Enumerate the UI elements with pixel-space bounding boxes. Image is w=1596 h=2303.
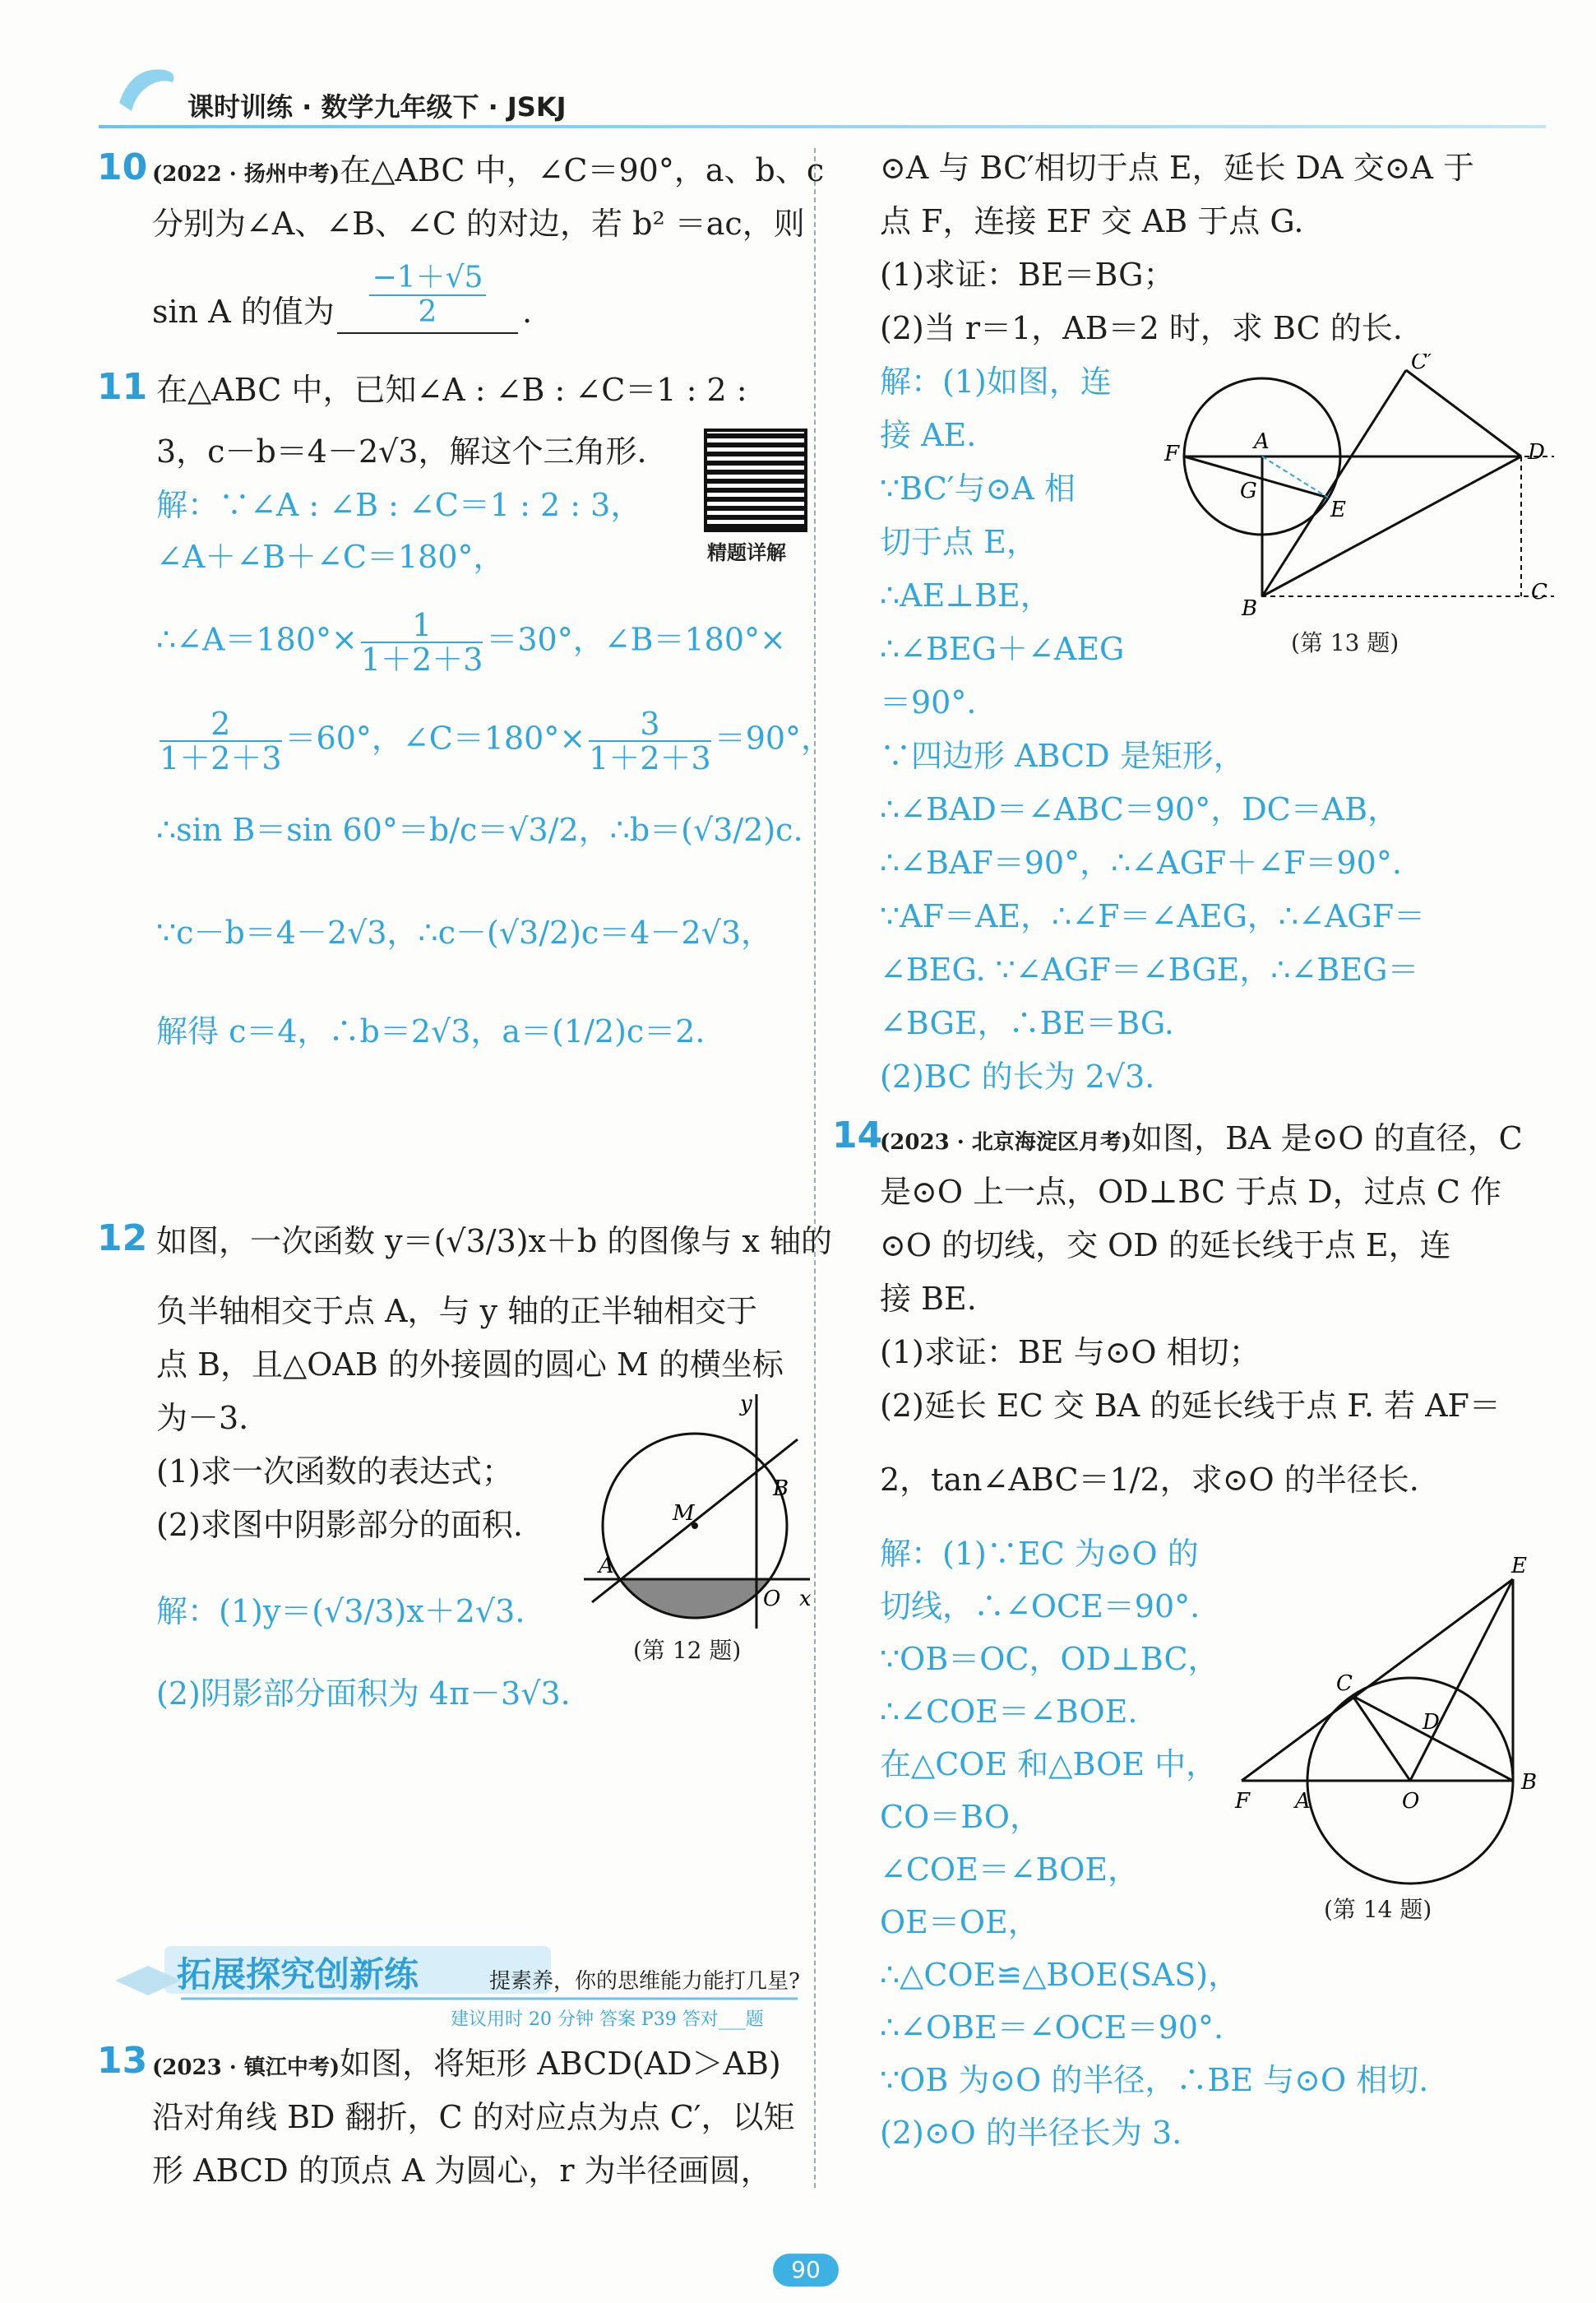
q11-sol2: ∠A＋∠B＋∠C＝180°，: [156, 539, 505, 575]
solution-line: ∠BGE，∴BE＝BG.: [880, 1005, 1174, 1041]
solution-line: ∴∠BAD＝∠ABC＝90°，DC＝AB，: [880, 791, 1399, 827]
page-number: 90: [773, 2254, 839, 2287]
fraction-numerator: 3: [589, 707, 711, 742]
q10-line2: 分别为∠A、∠B、∠C 的对边，若 b² ＝ac，则: [152, 206, 805, 242]
label-c-prime: C′: [1411, 354, 1432, 374]
q11-sol4-post: ＝90°，: [714, 720, 833, 757]
solution-line: ∴∠BEG＋∠AEG: [880, 631, 1125, 667]
fraction-denominator: 1＋2＋3: [360, 642, 483, 678]
q14-part1: (1)求证：BE 与⊙O 相切；: [880, 1334, 1261, 1370]
label-f: F: [1164, 442, 1180, 466]
q12-figure: [576, 1390, 814, 1637]
q14-line3: ⊙O 的切线，交 OD 的延长线于点 E，连: [880, 1227, 1451, 1263]
label-e: E: [1511, 1554, 1527, 1578]
qr-code[interactable]: [707, 432, 804, 529]
label-c: C: [1336, 1671, 1353, 1696]
q14-line4: 接 BE.: [880, 1281, 977, 1317]
label-a: A: [1254, 429, 1270, 454]
q14-line1: [880, 1119, 1523, 1162]
header-logo: [115, 58, 181, 115]
fraction-numerator: 1: [361, 609, 483, 643]
label-c: C: [1531, 580, 1547, 605]
q11-sol4: [156, 707, 832, 775]
solution-line: ∠COE＝∠BOE，: [880, 1851, 1140, 1888]
fraction-denominator: 1＋2＋3: [160, 740, 282, 776]
q11-sol3-post: ＝30°，∠B＝180°×: [486, 621, 786, 658]
fraction-denominator: 1＋2＋3: [589, 740, 711, 776]
label-a: A: [1295, 1789, 1311, 1814]
q11-sol6: ∵c－b＝4－2√3，∴c－(√3/2)c＝4－2√3，: [156, 915, 773, 951]
q10-line3: sin A 的值为: [152, 294, 335, 330]
question-number: 14: [832, 1114, 883, 1156]
question-number: 10: [97, 146, 148, 188]
q14-figure: [1233, 1546, 1554, 1892]
label-y: y: [740, 1392, 752, 1416]
solution-line: 接 AE.: [880, 417, 977, 453]
section-subtitle: 提素养，你的思维能力能打几星?: [489, 1969, 800, 1994]
question-number: 11: [97, 366, 148, 408]
q12-line3: 点 B，且△OAB 的外接圆的圆心 M 的横坐标: [156, 1346, 784, 1383]
q13-line1: [152, 2044, 781, 2088]
solution-line: ∴△COE≌△BOE(SAS)，: [880, 1957, 1240, 1993]
q14-line2: 是⊙O 上一点，OD⊥BC 于点 D，过点 C 作: [880, 1174, 1501, 1210]
q14-caption: (第 14 题): [1324, 1896, 1432, 1923]
label-o: O: [763, 1587, 781, 1611]
solution-line: ∴∠OBE＝∠OCE＝90°.: [880, 2009, 1224, 2046]
solution-line: OE＝OE，: [880, 1904, 1039, 1940]
solution-line: (2)⊙O 的半径长为 3.: [880, 2115, 1182, 2151]
header-title: 课时训练 · 数学九年级下 · JSKJ: [187, 91, 567, 123]
q12-part1: (1)求一次函数的表达式；: [156, 1453, 513, 1490]
segment-cb: [1353, 1696, 1513, 1781]
label-x: x: [799, 1587, 812, 1611]
q12-part2: (2)求图中阴影部分的面积.: [156, 1507, 523, 1543]
q11-sol5: ∴sin B＝sin 60°＝b/c＝√3/2，∴b＝(√3/2)c.: [156, 812, 803, 848]
label-m: M: [673, 1501, 695, 1526]
solution-line: (2)BC 的长为 2√3.: [880, 1059, 1155, 1095]
solution-line: ∵OB 为⊙O 的半径，∴BE 与⊙O 相切.: [880, 2062, 1429, 2098]
solution-line: ∵OB＝OC，OD⊥BC，: [880, 1641, 1219, 1677]
label-a: A: [599, 1554, 614, 1578]
label-d: D: [1528, 440, 1545, 465]
q11-sol3: [156, 609, 786, 676]
q11-sol1: 解：∵∠A : ∠B : ∠C＝1 : 2 : 3，: [156, 487, 642, 523]
question-number: 13: [97, 2040, 148, 2082]
q12-line4: 为－3.: [156, 1400, 249, 1436]
label-f: F: [1235, 1789, 1251, 1814]
question-number: 12: [97, 1217, 148, 1259]
q11-sol3-pre: ∴∠A＝180°×: [156, 621, 358, 658]
tangent-fe: [1242, 1579, 1513, 1781]
q10-answer: [337, 262, 518, 334]
solution-line: ∴∠BAF＝90°，∴∠AGF＋∠F＝90°.: [880, 845, 1402, 881]
label-b: B: [773, 1476, 789, 1501]
label-b: B: [1242, 596, 1258, 617]
q11-line1: 在△ABC 中，已知∠A : ∠B : ∠C＝1 : 2 :: [156, 372, 747, 408]
q12-line1: 如图，一次函数 y＝(√3/3)x＋b 的图像与 x 轴的: [156, 1223, 832, 1259]
q10-answer-denominator: 2: [418, 295, 437, 329]
segment-co: [1353, 1696, 1410, 1781]
label-d: D: [1423, 1710, 1440, 1735]
q14-text: 如图，BA 是⊙O 的直径，C: [1131, 1120, 1523, 1156]
q10-text: 在△ABC 中，∠C＝90°，a、b、c: [340, 152, 825, 188]
solution-line: 在△COE 和△BOE 中，: [880, 1746, 1218, 1782]
solution-line: ∵AF＝AE，∴∠F＝∠AEG，∴∠AGF＝: [880, 898, 1426, 934]
qr-label: 精题详解: [707, 541, 786, 564]
label-b: B: [1521, 1770, 1538, 1795]
q10-source: (2022 · 扬州中考): [152, 162, 340, 187]
solution-line: 切线，∴∠OCE＝90°.: [880, 1588, 1200, 1624]
solution-line: 解：(1)∵EC 为⊙O 的: [880, 1536, 1199, 1572]
q11-sol7: 解得 c＝4，∴b＝2√3，a＝(1/2)c＝2.: [156, 1013, 705, 1050]
solution-line: ∵四边形 ABCD 是矩形，: [880, 738, 1245, 774]
q13-part1: (1)求证：BE＝BG；: [880, 257, 1175, 293]
segment-c1d: [1406, 370, 1521, 456]
q12-answer1: 解：(1)y＝(√3/3)x＋2√3.: [156, 1593, 525, 1629]
section-hint: 建议用时 20 分钟 答案 P39 答对___题: [451, 2009, 764, 2030]
solution-line: ∴∠COE＝∠BOE.: [880, 1694, 1138, 1730]
solution-line: 切于点 E，: [880, 524, 1038, 560]
q13-line5: 点 F，连接 EF 交 AB 于点 G.: [880, 203, 1304, 239]
q13-line2: 沿对角线 BD 翻折，C 的对应点为点 C′，以矩: [152, 2099, 795, 2135]
linear-function-line: [592, 1439, 798, 1602]
label-o: O: [1402, 1789, 1420, 1814]
solution-line: 解：(1)如图，连: [880, 364, 1112, 400]
fraction-numerator: 2: [160, 707, 282, 742]
q14-source: (2023 · 北京海淀区月考): [880, 1130, 1132, 1155]
q13-source: (2023 · 镇江中考): [152, 2055, 340, 2080]
q14-part3: 2，tan∠ABC＝1/2，求⊙O 的半径长.: [880, 1462, 1419, 1498]
solution-line: ∵BC′与⊙A 相: [880, 470, 1076, 507]
solution-line: ∠BEG. ∵∠AGF＝∠BGE，∴∠BEG＝: [880, 952, 1419, 988]
q10-period: .: [522, 294, 533, 330]
q10-line1: [152, 151, 824, 194]
segment-ae: [1262, 456, 1328, 498]
label-g: G: [1240, 479, 1257, 503]
solution-line: ＝90°.: [880, 684, 977, 721]
segment-bd: [1262, 456, 1521, 596]
q13-text: 如图，将矩形 ABCD(AD＞AB): [340, 2046, 781, 2082]
q13-line4: ⊙A 与 BC′相切于点 E，延长 DA 交⊙A 于: [880, 150, 1475, 186]
column-divider: [814, 148, 816, 2188]
label-e: E: [1330, 498, 1346, 522]
header-rule: [99, 125, 1546, 128]
q12-caption: (第 12 题): [633, 1637, 742, 1664]
q11-sol4-mid: ＝60°，∠C＝180°×: [285, 720, 586, 757]
segment-bc1: [1262, 370, 1406, 596]
q13-figure: [1159, 354, 1554, 617]
solution-line: ∴AE⊥BE，: [880, 577, 1052, 614]
q13-caption: (第 13 题): [1291, 629, 1399, 656]
section-title: 拓展探究创新练: [177, 1954, 419, 1995]
q12-line2: 负半轴相交于点 A，与 y 轴的正半轴相交于: [156, 1293, 758, 1329]
q11-line2: 3，c－b＝4－2√3，解这个三角形.: [156, 433, 647, 470]
q12-answer2: (2)阴影部分面积为 4π－3√3.: [156, 1675, 571, 1712]
q14-part2: (2)延长 EC 交 BA 的延长线于点 F. 若 AF＝: [880, 1388, 1501, 1424]
q13-line3: 形 ABCD 的顶点 A 为圆心，r 为半径画圆，: [152, 2152, 772, 2189]
solution-line: CO＝BO，: [880, 1799, 1042, 1835]
q13-part2: (2)当 r＝1，AB＝2 时，求 BC 的长.: [880, 310, 1403, 346]
q10-answer-numerator: −1＋√5: [369, 262, 487, 296]
